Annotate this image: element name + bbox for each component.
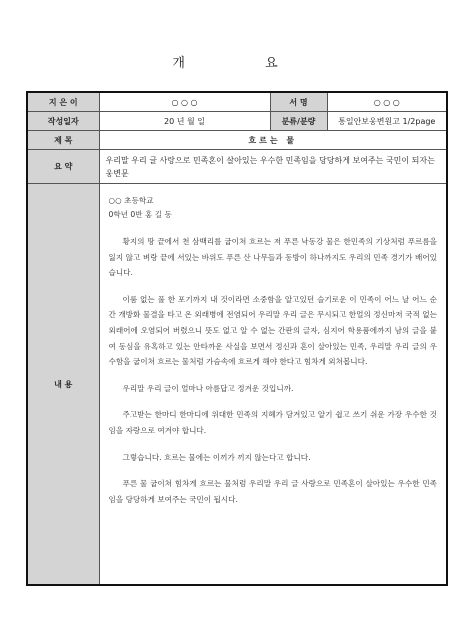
school-name: ○○ 초등학교 [108,196,154,205]
book-name-value: ○ ○ ○ [327,92,447,112]
subject-value: 흐르는 물 [99,131,447,150]
date-label: 작성일자 [27,112,99,131]
author-value: ○ ○ ○ [99,92,270,112]
speech-paragraph: 이룸 없는 풀 한 포기까지 내 것이라면 소중함을 알고있던 슬기로운 이 민족이 어느 날 어느 순간 개방화 물결을 타고 온 외래병에 전염되어 우리말 우리 글은 무시되고 한얼의 정신마저 국적 없는 외래어에 오염되어 버렸으니 뜻도 없고 알 수 없는 간판의 글자, 심지어 학용품에까지 남의 글을 붙여 동심을 유혹하고 있는 안타까운 사실을 보면서 정신과 혼이 살아있는 민족, 우리말 우리 글의 우수함을 굽이쳐 흐르는 물처럼 가슴속에 흐르게 해야 한다고 힘차게 외쳐봅니다. [108,294,437,367]
content-label: 내 용 [27,184,99,586]
summary-value: 우리말 우리 글 사랑으로 민족혼이 살아있는 우수한 민족임을 당당하게 보여주는 국민이 되자는 웅변문 [99,150,447,184]
category-value: 통일안보웅변원고 1/2page [327,112,447,131]
summary-label: 요 약 [27,150,99,184]
book-name-label: 서 명 [270,92,327,112]
author-label: 지 은 이 [27,92,99,112]
overview-form [26,91,448,586]
speech-paragraph: 그렇습니다. 흐르는 물에는 이끼가 끼지 않는다고 합니다. [122,452,311,462]
speech-paragraph: 주고받는 한마디 한마디에 위대한 민족의 지혜가 담겨있고 알기 쉽고 쓰기 쉬운 가장 우수한 것임을 자랑으로 여겨야 합니다. [108,410,437,435]
category-label: 분류/분량 [270,112,327,131]
subject-label: 제 목 [27,131,99,150]
document-title: 개 요 [172,56,316,71]
date-value: 20 년 월 일 [99,112,270,131]
speech-content [99,184,447,586]
student-name: 0학년 0반 홍 길 동 [108,210,172,219]
speech-paragraph: 황지의 땅 끝에서 천 삼백리를 굽이쳐 흐르는 저 푸른 낙동강 물은 한민족의 기상처럼 푸르름을 잃지 않고 벼랑 끝에 서있는 바위도 푸른 산 나무들과 동방이 하나까지도 우리의 민족 경기가 배어있습니다. [108,237,437,278]
speech-paragraph: 푸른 물 굽이쳐 힘차게 흐르는 물처럼 우리말 우리 글 사랑으로 민족혼이 살아있는 우수한 민족임을 당당하게 보여주는 국민이 됩시다. [108,479,437,504]
speech-paragraph: 우리말 우리 글이 얼마나 아름답고 정겨운 것입니까. [122,383,294,393]
